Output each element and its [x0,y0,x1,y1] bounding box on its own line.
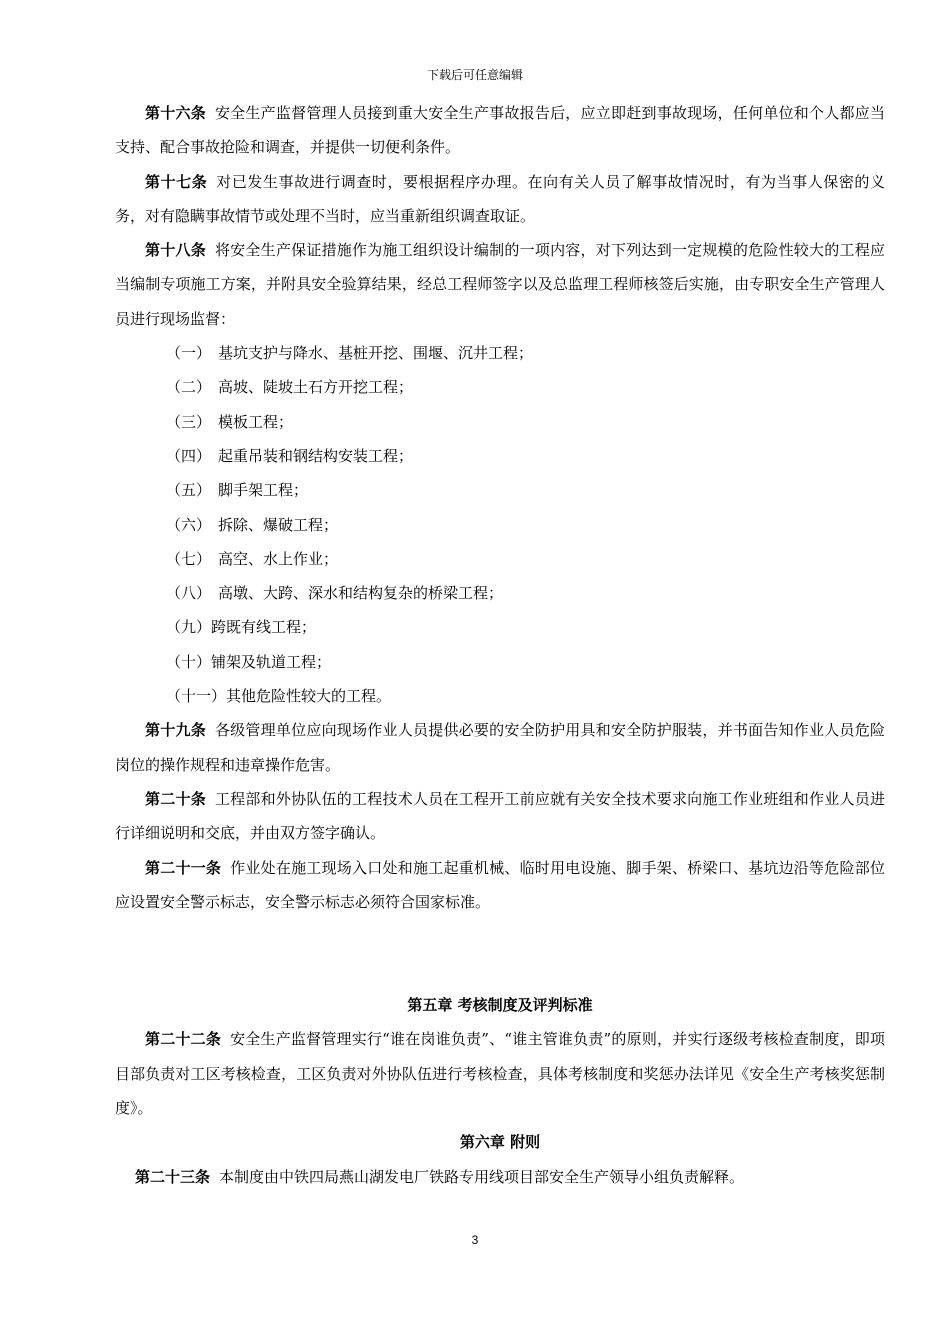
article-label: 第二十条 [145,789,206,808]
list-item-number: （六） [166,515,212,534]
section-spacer [115,919,885,988]
list-item [115,542,885,576]
list-item-text: 跨既有线工程； [211,618,317,637]
list-item-text: 高坡、陡坡土石方开挖工程； [218,378,414,397]
article-label: 第二十三条 [135,1167,211,1186]
article-text: 工程部和外协队伍的工程技术人员在工程开工前应就有关安全技术要求向施工作业班组和作业人员进行详细说明和交底，并由双方签字确认。 [115,789,885,843]
list-item-number: （二） [166,378,212,397]
list-item-text: 脚手架工程； [218,481,309,500]
list-item-number: （八） [166,584,212,603]
article-22 [115,1022,885,1125]
article-text: 将安全生产保证措施作为施工组织设计编制的一项内容，对下列达到一定规模的危险性较大的工程应当编制专项施工方案，并附具安全验算结果，经总工程师签字以及总监理工程师核签后实施，由专职安全生产管理人员进行现场监督： [115,241,885,328]
list-item-number: （五） [166,481,212,500]
chapter-6-heading: 第六章 附则 [459,1133,541,1152]
list-item [115,370,885,404]
list-item-text: 基坑支护与降水、基桩开挖、围堰、沉井工程； [218,344,534,363]
list-item-number: （七） [166,549,212,568]
article-text: 安全生产监督管理实行“谁在岗谁负责”、“谁主管谁负责”的原则，并实行逐级考核检查制度，即项目部负责对工区考核检查，工区负责对外协队伍进行考核检查，具体考核制度和奖惩办法详见《安全生产考核奖惩制度》。 [115,1030,885,1118]
list-item-text: 高墩、大跨、深水和结构复杂的桥梁工程； [218,584,504,603]
list-item [115,508,885,542]
article-text: 各级管理单位应向现场作业人员提供必要的安全防护用具和安全防护服装，并书面告知作业人员危险岗位的操作规程和违章操作危害。 [115,721,885,774]
article-label: 第十九条 [145,721,206,740]
list-item-number: （十一） [166,687,227,706]
list-item-number: （三） [166,412,212,431]
article-label: 第二十一条 [145,858,222,877]
list-item-text: 模板工程； [218,412,294,431]
list-item [115,439,885,473]
article-label: 第十七条 [145,172,208,191]
article-text: 安全生产监督管理人员接到重大安全生产事故报告后，应立即赶到事故现场，任何单位和个人都应当支持、配合事故抢险和调查，并提供一切便利条件。 [115,104,885,157]
list-item-text: 铺架及轨道工程； [211,652,332,671]
list-item [115,610,885,644]
article-label: 第二十二条 [145,1030,222,1049]
list-item-number: （十） [166,652,212,671]
article-19 [115,713,885,782]
list-item [115,473,885,507]
document-body [115,96,885,1194]
list-item-number: （四） [166,446,212,465]
list-item-text: 其他危险性较大的工程。 [226,687,392,706]
page-number: 3 [471,1233,479,1247]
article-20 [115,782,885,851]
article-18 [115,233,885,336]
list-item [115,336,885,370]
article-label: 第十六条 [145,104,206,122]
list-item [115,405,885,439]
article-21 [115,851,885,920]
article-17 [115,165,885,234]
article-23 [105,1160,885,1194]
article-text: 作业处在施工现场入口处和施工起重机械、临时用电设施、脚手架、桥梁口、基坑边沿等危险部位应设置安全警示标志，安全警示标志必须符合国家标准。 [115,858,885,911]
list-item-number: （一） [166,344,212,363]
list-item [115,576,885,610]
article-text: 对已发生事故进行调查时，要根据程序办理。在向有关人员了解事故情况时，有为当事人保密的义务，对有隐瞒事故情节或处理不当时，应当重新组织调查取证。 [115,172,885,225]
list-item-number: （九） [166,618,212,637]
article-label: 第十八条 [145,241,206,260]
list-item-text: 起重吊装和钢结构安装工程； [218,446,414,465]
article-text: 本制度由中铁四局燕山湖发电厂铁路专用线项目部安全生产领导小组负责解释。 [219,1167,745,1186]
list-item [115,679,885,713]
list-item [115,645,885,679]
article-16 [115,96,885,165]
list-item-text: 高空、水上作业； [218,549,339,568]
list-item-text: 拆除、爆破工程； [218,515,339,534]
page-header-note: 下载后可任意编辑 [426,68,523,82]
chapter-5-heading: 第五章 考核制度及评判标准 [407,996,593,1015]
